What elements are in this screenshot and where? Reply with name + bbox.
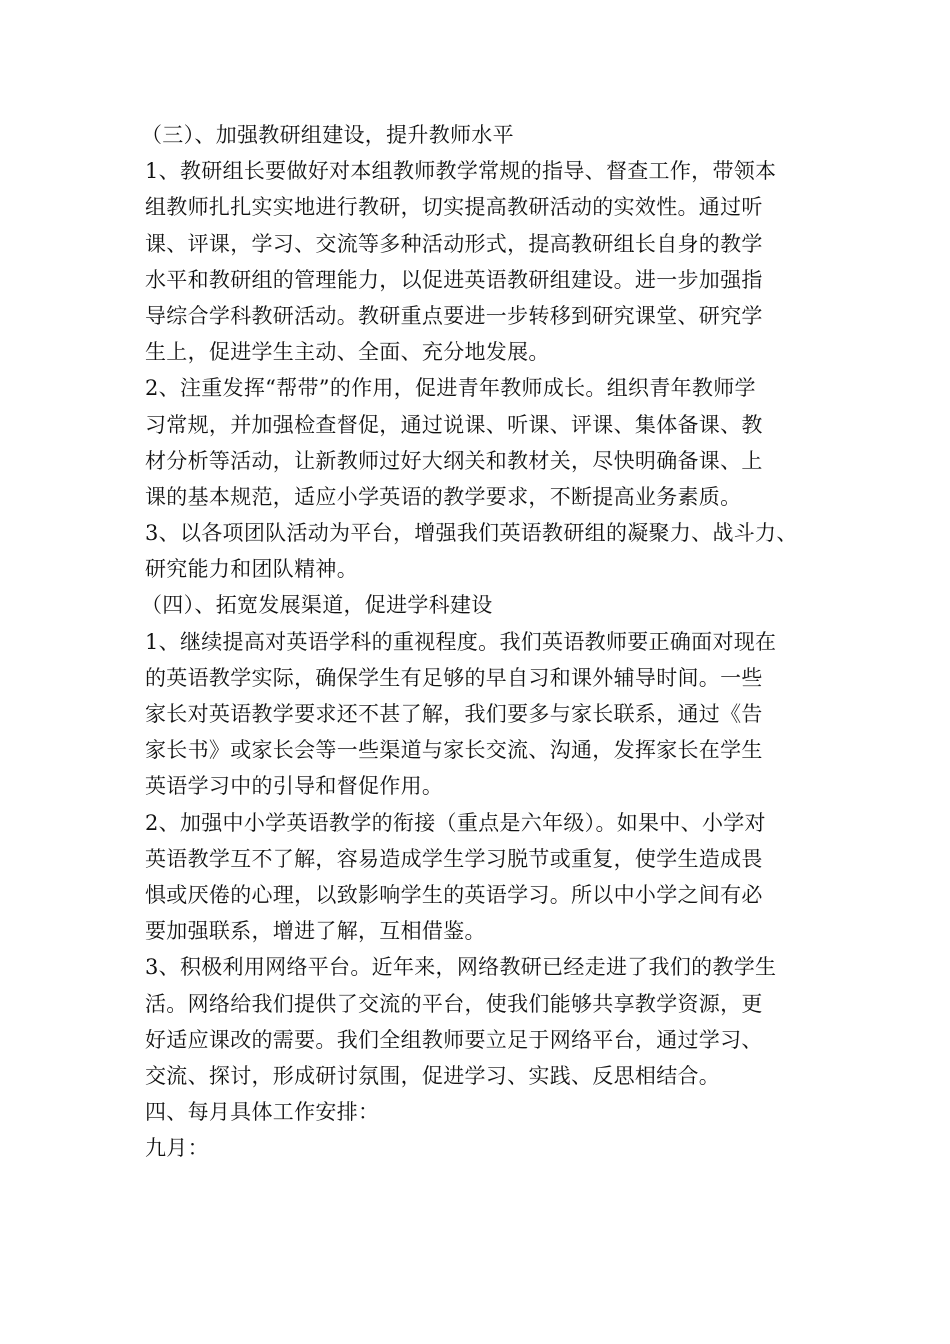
paragraph-line: 家长书》或家长会等一些渠道与家长交流、沟通，发挥家长在学生 <box>145 738 763 763</box>
paragraph-line: 英语学习中的引导和督促作用。 <box>145 774 444 799</box>
paragraph-line: 导综合学科教研活动。教研重点要进一步转移到研究课堂、研究学 <box>145 303 763 328</box>
paragraph-line: 好适应课改的需要。我们全组教师要立足于网络平台，通过学习、 <box>145 1027 763 1052</box>
paragraph-line: 研究能力和团队精神。 <box>145 557 358 582</box>
paragraph-line: 惧或厌倦的心理，以致影响学生的英语学习。所以中小学之间有必 <box>145 882 763 907</box>
paragraph-line: 材分析等活动，让新教师过好大纲关和教材关，尽快明确备课、上 <box>145 448 763 473</box>
paragraph-line: 家长对英语教学要求还不甚了解，我们要多与家长联系，通过《告 <box>145 702 763 726</box>
paragraph-line: 生上，促进学生主动、全面、充分地发展。 <box>145 340 550 365</box>
section-heading-4: （四）、拓宽发展渠道，促进学科建设 <box>141 593 493 618</box>
month-heading-september: 九月： <box>145 1136 209 1161</box>
paragraph-line: 的英语教学实际，确保学生有足够的早自习和课外辅导时间。一些 <box>145 665 763 690</box>
paragraph-line: 习常规，并加强检查督促，通过说课、听课、评课、集体备课、教 <box>145 412 763 437</box>
paragraph-line: 课的基本规范，适应小学英语的教学要求，不断提高业务素质。 <box>145 484 742 509</box>
paragraph-line: 3、以各项团队活动为平台，增强我们英语教研组的凝聚力、战斗力、 <box>145 521 798 546</box>
paragraph-line: 1、教研组长要做好对本组教师教学常规的指导、督查工作，带领本 <box>145 159 777 184</box>
paragraph-line: 水平和教研组的管理能力，以促进英语教研组建设。进一步加强指 <box>145 267 763 292</box>
document-body <box>141 117 825 1166</box>
section-heading-monthly-plan: 四、每月具体工作安排： <box>145 1100 380 1125</box>
paragraph-line: 2、加强中小学英语教学的衔接（重点是六年级）。如果中、小学对 <box>145 810 766 835</box>
paragraph-line: 3、积极利用网络平台。近年来，网络教研已经走进了我们的教学生 <box>145 955 777 980</box>
section-heading-3: （三）、加强教研组建设，提升教师水平 <box>141 123 514 147</box>
paragraph-line: 组教师扎扎实实地进行教研，切实提高教研活动的实效性。通过听 <box>145 195 763 220</box>
paragraph-line: 课、评课，学习、交流等多种活动形式，提高教研组长自身的教学 <box>145 231 763 256</box>
paragraph-line: 1、继续提高对英语学科的重视程度。我们英语教师要正确面对现在 <box>145 629 777 654</box>
paragraph-line: 要加强联系，增进了解，互相借鉴。 <box>145 919 486 944</box>
paragraph-line: 活。网络给我们提供了交流的平台，使我们能够共享教学资源，更 <box>145 991 763 1016</box>
paragraph-line: 交流、探讨，形成研讨氛围，促进学习、实践、反思相结合。 <box>145 1063 721 1088</box>
paragraph-line: 英语教学互不了解，容易造成学生学习脱节或重复，使学生造成畏 <box>145 846 763 871</box>
paragraph-line: 2、注重发挥“帮带”的作用，促进青年教师成长。组织青年教师学 <box>145 376 756 401</box>
